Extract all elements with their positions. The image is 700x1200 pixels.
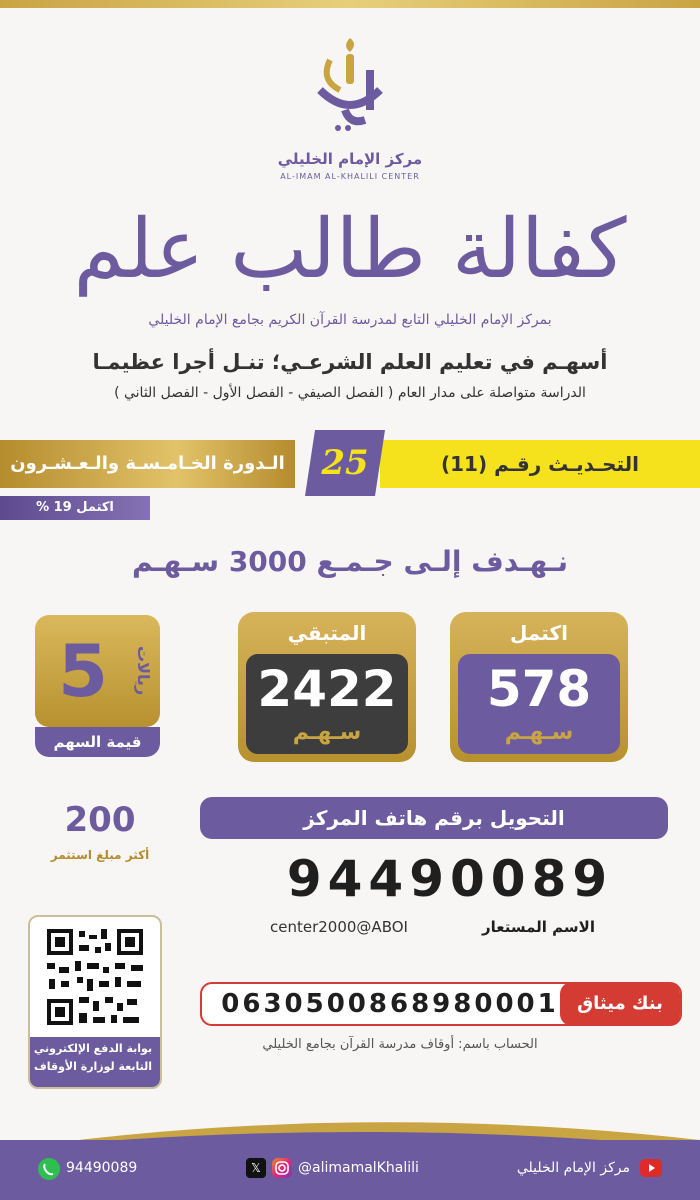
completed-value: 578 [486, 660, 592, 718]
subtitle-schedule: الدراسة متواصلة على مدار العام ( الفصل الصيفي - الفصل الأول - الفصل الثاني ) [114, 385, 586, 401]
share-value-unit: ريالات [134, 646, 153, 696]
youtube-icon[interactable] [640, 1159, 662, 1177]
round-number: 25 [321, 443, 369, 483]
remaining-unit: سـهـم [292, 720, 362, 745]
share-value: 5 [57, 629, 109, 713]
qr-caption-line2: التابعة لوزارة الأوقاف [33, 1060, 153, 1073]
instagram-icon[interactable] [272, 1158, 292, 1178]
round-label: الـدورة الخـامـسـة والـعـشـرون [10, 453, 285, 474]
remaining-card [238, 612, 416, 762]
center-logo [250, 20, 450, 190]
share-value-label: قيمة السهم [35, 727, 160, 757]
campaign-title: كفالة طالب علم [73, 202, 627, 297]
remaining-value: 2422 [257, 660, 397, 718]
goal-text: نـهـدف إلـى جـمـع 3000 سـهـم [131, 545, 569, 578]
whatsapp-icon [38, 1158, 60, 1180]
update-label: التحـديـث رقـم (11) [440, 452, 640, 476]
qr-caption-line1: بوابة الدفع الإلكتروني [33, 1042, 153, 1055]
footer-whatsapp-number[interactable]: 94490089 [66, 1160, 138, 1176]
account-name: الحساب باسم: أوقاف مدرسة القرآن بجامع الخليلي [262, 1037, 538, 1052]
alias-label: الاسم المستعار [482, 918, 595, 936]
bank-name: بنك ميثاق [560, 982, 680, 1026]
completed-label: اكتمل [510, 621, 568, 645]
subtitle-center: بمركز الإمام الخليلي التابع لمدرسة القرآن الكريم بجامع الإمام الخليلي [148, 312, 552, 328]
share-value-card [35, 615, 160, 755]
round-number-badge [305, 430, 385, 496]
subtitle-slogan: أسهـم في تعليم العلم الشرعـي؛ تنـل أجرا عظيمـا [92, 350, 608, 374]
footer-social-handle[interactable]: @alimamalKhalili [298, 1160, 419, 1176]
center-phone-number[interactable]: 94490089 [286, 850, 614, 908]
logo-mark-icon [250, 20, 450, 150]
footer-youtube-name[interactable]: مركز الإمام الخليلي [516, 1160, 630, 1176]
logo-name-ar: مركز الإمام الخليلي [277, 150, 423, 168]
max-invest-value: 200 [64, 800, 136, 840]
progress-text: % 19 اكتمل [36, 500, 114, 515]
remaining-label: المتبقي [287, 621, 367, 645]
max-invest-label: أكثر مبلغ استثمر [50, 848, 150, 862]
top-gold-bar [0, 0, 700, 8]
x-icon[interactable]: 𝕏 [246, 1158, 266, 1178]
completed-card [450, 612, 628, 762]
bank-account-number[interactable]: 0630500868980001 [221, 989, 559, 1019]
transfer-title: التحويل برقم هاتف المركز [200, 797, 668, 839]
completed-inner [458, 654, 620, 754]
alias-value[interactable]: center2000@ABOI [270, 918, 408, 936]
logo-name-en: AL-IMAM AL-KHALILI CENTER [280, 172, 420, 181]
remaining-inner [246, 654, 408, 754]
completed-unit: سـهـم [504, 720, 574, 745]
qr-code-icon [32, 923, 158, 1035]
